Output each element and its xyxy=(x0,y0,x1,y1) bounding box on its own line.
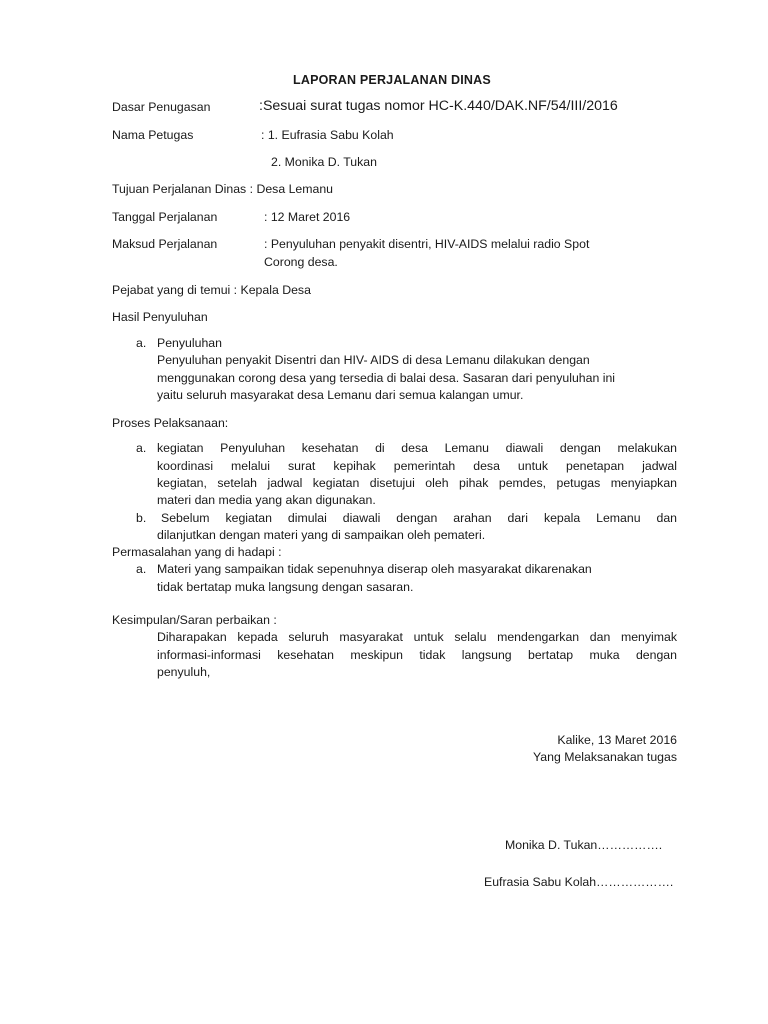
document-title: LAPORAN PERJALANAN DINAS xyxy=(293,73,491,87)
dasar-label: Dasar Penugasan xyxy=(112,100,211,114)
proses-a-line: koordinasi melalui surat kepihak pemerintah desa untuk penetapan jadwal xyxy=(157,459,677,473)
signature-caption: Yang Melaksanakan tugas xyxy=(532,750,677,764)
signer-1: Monika D. Tukan……………. xyxy=(505,838,663,852)
tujuan-line: Tujuan Perjalanan Dinas : Desa Lemanu xyxy=(112,182,334,196)
hasil-heading: Hasil Penyuluhan xyxy=(112,310,208,324)
permasalahan-line: tidak bertatap muka langsung dengan sasaran. xyxy=(157,580,414,594)
proses-item-b-marker: b. xyxy=(136,511,147,525)
maksud-value-2: Corong desa. xyxy=(264,255,338,269)
permasalahan-line: Materi yang sampaikan tidak sepenuhnya diserap oleh masyarakat dikarenakan xyxy=(157,562,592,576)
proses-a-line: kegiatan, setelah jadwal kegiatan disetujui oleh pihak pemdes, petugas menyiapkan xyxy=(157,476,677,490)
tanggal-label: Tanggal Perjalanan xyxy=(112,210,218,224)
nama-label: Nama Petugas xyxy=(112,128,194,142)
kesimpulan-heading: Kesimpulan/Saran perbaikan : xyxy=(112,613,277,627)
proses-a-line: materi dan media yang akan digunakan. xyxy=(157,493,376,507)
kesimpulan-line: penyuluh, xyxy=(157,665,211,679)
proses-a-line: kegiatan Penyuluhan kesehatan di desa Lemanu diawali dengan melakukan xyxy=(157,441,677,455)
permasalahan-item-marker: a. xyxy=(136,562,147,576)
proses-heading: Proses Pelaksanaan: xyxy=(112,416,229,430)
permasalahan-heading: Permasalahan yang di hadapi : xyxy=(112,545,282,559)
tanggal-value: : 12 Maret 2016 xyxy=(264,210,351,224)
pejabat-line: Pejabat yang di temui : Kepala Desa xyxy=(112,283,311,297)
nama-value-1: : 1. Eufrasia Sabu Kolah xyxy=(261,128,394,142)
dasar-value: :Sesuai surat tugas nomor HC-K.440/DAK.NF/54/III/2016 xyxy=(259,98,618,114)
hasil-item-marker: a. xyxy=(136,336,147,350)
kesimpulan-line: Diharapakan kepada seluruh masyarakat untuk selalu mendengarkan dan menyimak xyxy=(157,630,677,644)
hasil-line: yaitu seluruh masyarakat desa Lemanu dari semua kalangan umur. xyxy=(157,388,524,402)
proses-b-line: Sebelum kegiatan dimulai diawali dengan arahan dari kepala Lemanu dan xyxy=(161,511,677,525)
maksud-value-1: : Penyuluhan penyakit disentri, HIV-AIDS melalui radio Spot xyxy=(264,237,590,251)
maksud-label: Maksud Perjalanan xyxy=(112,237,218,251)
hasil-item-title: Penyuluhan xyxy=(157,336,222,350)
proses-b-line: dilanjutkan dengan materi yang di sampaikan oleh pemateri. xyxy=(157,528,486,542)
proses-item-a-marker: a. xyxy=(136,441,147,455)
kesimpulan-line: informasi-informasi kesehatan meskipun tidak langsung bertatap muka dengan xyxy=(157,648,677,662)
hasil-line: Penyuluhan penyakit Disentri dan HIV- AIDS di desa Lemanu dilakukan dengan xyxy=(157,353,590,367)
nama-value-2: 2. Monika D. Tukan xyxy=(271,155,377,169)
signature-place-date: Kalike, 13 Maret 2016 xyxy=(557,733,677,747)
hasil-line: menggunakan corong desa yang tersedia di balai desa. Sasaran dari penyuluhan ini xyxy=(157,371,616,385)
signer-2: Eufrasia Sabu Kolah………………. xyxy=(484,875,674,889)
